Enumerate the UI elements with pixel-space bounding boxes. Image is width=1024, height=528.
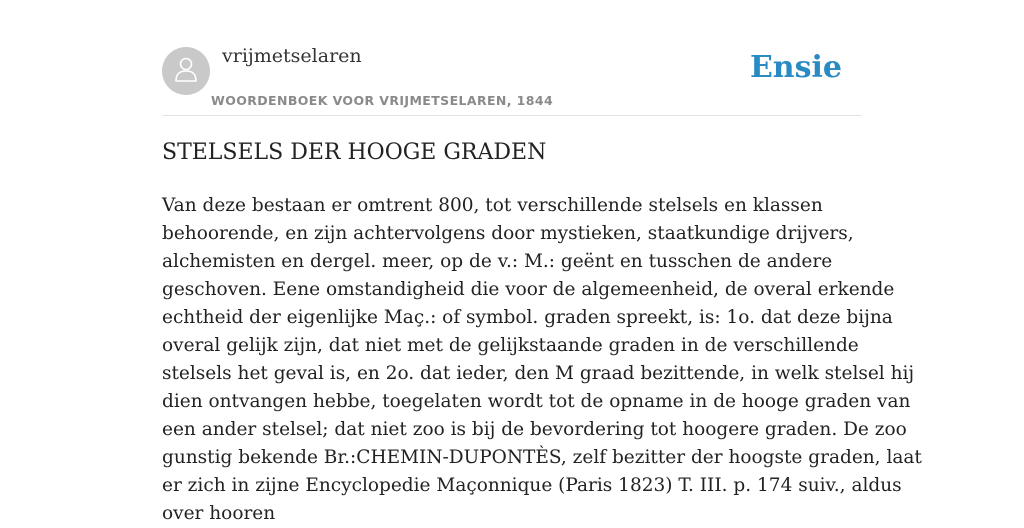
body-line: alchemisten en dergel. meer, op de v.: M.: geënt en tusschen de andere [162,251,833,272]
body-line: geschoven. Eene omstandigheid die voor de algemeenheid, de overal erkende [162,279,895,300]
avatar[interactable] [162,47,210,95]
source-title[interactable]: WOORDENBOEK VOOR VRIJMETSELAREN, 1844 [211,93,554,108]
body-line: er zich in zijne Encyclopedie Maçonnique (Paris 1823) T. III. p. 174 suiv., aldus [162,475,902,496]
brand-logo[interactable]: Ensie [749,50,842,85]
body-line: gunstig bekende Br.:CHEMIN-DUPONTÈS, zelf bezitter der hoogste graden, laat [162,447,922,468]
body-line: overal gelijk zijn, dat niet met de gelijkstaande graden in de verschillende [162,335,859,356]
user-icon [171,54,201,89]
page-title: STELSELS DER HOOGE GRADEN [162,140,547,165]
article-body [162,192,922,528]
body-line: dien ontvangen hebbe, toegelaten wordt tot de opname in de hooge graden van [162,391,911,412]
author-name[interactable]: vrijmetselaren [222,45,362,67]
header [162,0,862,116]
body-line: Van deze bestaan er omtrent 800, tot verschillende stelsels en klassen [162,195,823,216]
body-line: behoorende, en zijn achtervolgens door mystieken, staatkundige drijvers, [162,223,854,244]
body-line: echtheid der eigenlijke Maç.: of symbol. graden spreekt, is: 1o. dat deze bijna [162,307,893,328]
header-divider [162,115,862,116]
body-line: stelsels het geval is, en 2o. dat ieder, den M graad bezittende, in welk stelsel hij [162,363,915,384]
body-line: een ander stelsel; dat niet zoo is bij de bevordering tot hoogere graden. De zoo [162,419,907,440]
body-line: over hooren [162,503,276,524]
